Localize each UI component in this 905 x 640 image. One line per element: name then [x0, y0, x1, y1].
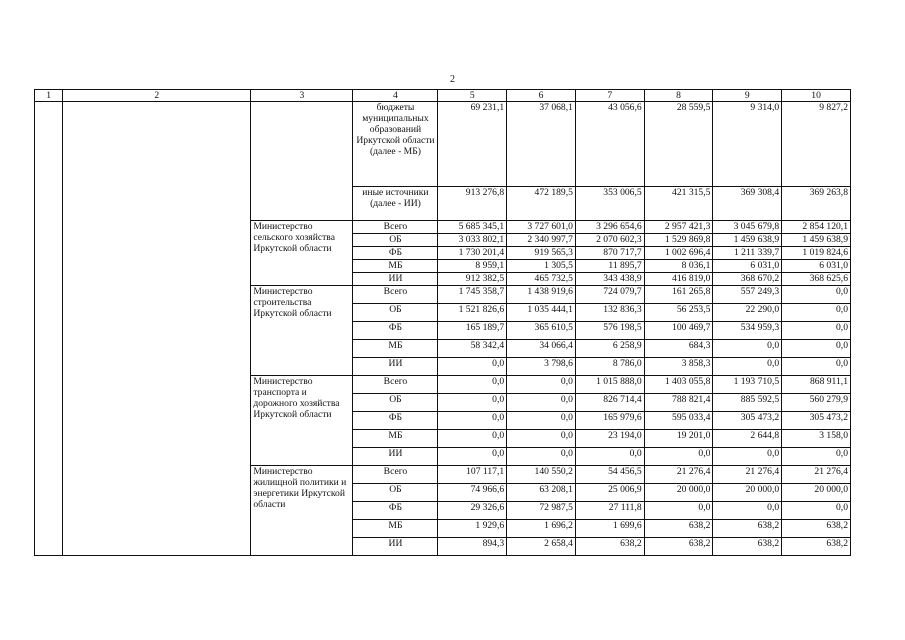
col1-cell [35, 102, 63, 556]
value-cell: 0,0 [782, 322, 851, 340]
value-cell: 0,0 [644, 502, 713, 520]
value-cell: 1 193 710,5 [713, 376, 782, 394]
col-num: 3 [251, 90, 353, 102]
value-cell: 43 056,6 [575, 102, 644, 187]
value-cell: 576 198,5 [575, 322, 644, 340]
value-cell: 28 559,5 [644, 102, 713, 187]
value-cell: 0,0 [438, 358, 507, 376]
source-label: ОБ [353, 484, 438, 502]
value-cell: 638,2 [782, 520, 851, 538]
value-cell: 3 296 654,6 [575, 221, 644, 234]
value-cell: 0,0 [507, 376, 576, 394]
value-cell: 3 858,3 [644, 358, 713, 376]
value-cell: 1 529 869,8 [644, 234, 713, 247]
value-cell: 29 326,6 [438, 502, 507, 520]
value-cell: 0,0 [713, 502, 782, 520]
col-num: 7 [575, 90, 644, 102]
value-cell: 100 469,7 [644, 322, 713, 340]
value-cell: 2 658,4 [507, 538, 576, 556]
value-cell: 353 006,5 [575, 187, 644, 221]
value-cell: 69 231,1 [438, 102, 507, 187]
value-cell: 6 031,0 [713, 260, 782, 273]
value-cell: 465 732,5 [507, 273, 576, 286]
organization-name: Министерство транспорта и дорожного хозяйства Иркутской области [251, 376, 353, 466]
value-cell: 0,0 [644, 448, 713, 466]
value-cell: 11 895,7 [575, 260, 644, 273]
value-cell: 3 033 802,1 [438, 234, 507, 247]
value-cell: 3 798,6 [507, 358, 576, 376]
value-cell: 1 929,6 [438, 520, 507, 538]
value-cell: 1 699,6 [575, 520, 644, 538]
value-cell: 0,0 [507, 394, 576, 412]
value-cell: 1 403 055,8 [644, 376, 713, 394]
value-cell: 868 911,1 [782, 376, 851, 394]
source-label: ИИ [353, 273, 438, 286]
value-cell: 638,2 [782, 538, 851, 556]
value-cell: 21 276,4 [713, 466, 782, 484]
value-cell: 3 727 601,0 [507, 221, 576, 234]
value-cell: 365 610,5 [507, 322, 576, 340]
value-cell: 305 473,2 [713, 412, 782, 430]
value-cell: 826 714,4 [575, 394, 644, 412]
value-cell: 0,0 [713, 448, 782, 466]
value-cell: 5 685 345,1 [438, 221, 507, 234]
value-cell: 6 031,0 [782, 260, 851, 273]
organization-name: Министерство строительства Иркутской области [251, 286, 353, 376]
value-cell: 0,0 [438, 412, 507, 430]
value-cell: 0,0 [782, 340, 851, 358]
value-cell: 0,0 [782, 502, 851, 520]
col-num: 1 [35, 90, 63, 102]
col-num: 9 [713, 90, 782, 102]
value-cell: 912 382,5 [438, 273, 507, 286]
value-cell: 3 045 679,8 [713, 221, 782, 234]
value-cell: 37 068,1 [507, 102, 576, 187]
value-cell: 638,2 [644, 520, 713, 538]
value-cell: 0,0 [507, 448, 576, 466]
source-label: ОБ [353, 394, 438, 412]
value-cell: 472 189,5 [507, 187, 576, 221]
value-cell: 1 015 888,0 [575, 376, 644, 394]
value-cell: 0,0 [507, 430, 576, 448]
value-cell: 0,0 [438, 394, 507, 412]
source-label: Всего [353, 376, 438, 394]
value-cell: 8 959,1 [438, 260, 507, 273]
value-cell: 161 265,8 [644, 286, 713, 304]
value-cell: 2 957 421,3 [644, 221, 713, 234]
value-cell: 870 717,7 [575, 247, 644, 260]
value-cell: 0,0 [713, 340, 782, 358]
value-cell: 416 819,0 [644, 273, 713, 286]
value-cell: 20 000,0 [713, 484, 782, 502]
value-cell: 2 340 997,7 [507, 234, 576, 247]
organization-name: Министерство жилищной политики и энергетики Иркутской области [251, 466, 353, 556]
value-cell: 107 117,1 [438, 466, 507, 484]
value-cell: 20 000,0 [644, 484, 713, 502]
value-cell: 6 258,9 [575, 340, 644, 358]
col-num: 8 [644, 90, 713, 102]
source-label: ИИ [353, 358, 438, 376]
value-cell: 2 644,8 [713, 430, 782, 448]
source-label: ИИ [353, 448, 438, 466]
value-cell: 1 035 444,1 [507, 304, 576, 322]
value-cell: 25 006,9 [575, 484, 644, 502]
value-cell: 21 276,4 [782, 466, 851, 484]
col-num: 2 [63, 90, 251, 102]
value-cell: 1 459 638,9 [782, 234, 851, 247]
value-cell: 2 070 602,3 [575, 234, 644, 247]
value-cell: 165 189,7 [438, 322, 507, 340]
page-number: 2 [450, 74, 455, 85]
source-label: ФБ [353, 502, 438, 520]
value-cell: 0,0 [782, 286, 851, 304]
value-cell: 638,2 [644, 538, 713, 556]
source-label: иные источники (далее - ИИ) [353, 187, 438, 221]
value-cell: 534 959,3 [713, 322, 782, 340]
value-cell: 140 550,2 [507, 466, 576, 484]
value-cell: 560 279,9 [782, 394, 851, 412]
value-cell: 27 111,8 [575, 502, 644, 520]
organization-name: Министерство сельского хозяйства Иркутской области [251, 221, 353, 286]
value-cell: 1 438 919,6 [507, 286, 576, 304]
value-cell: 421 315,5 [644, 187, 713, 221]
source-label: ФБ [353, 322, 438, 340]
value-cell: 885 592,5 [713, 394, 782, 412]
value-cell: 0,0 [438, 448, 507, 466]
value-cell: 1 745 358,7 [438, 286, 507, 304]
value-cell: 1 521 826,6 [438, 304, 507, 322]
value-cell: 1 730 201,4 [438, 247, 507, 260]
value-cell: 305 473,2 [782, 412, 851, 430]
value-cell: 894,3 [438, 538, 507, 556]
value-cell: 20 000,0 [782, 484, 851, 502]
value-cell: 1 019 824,6 [782, 247, 851, 260]
value-cell: 638,2 [713, 520, 782, 538]
source-label: ФБ [353, 412, 438, 430]
source-label: МБ [353, 260, 438, 273]
value-cell: 1 211 339,7 [713, 247, 782, 260]
value-cell: 56 253,5 [644, 304, 713, 322]
value-cell: 919 565,3 [507, 247, 576, 260]
value-cell: 369 263,8 [782, 187, 851, 221]
value-cell: 8 036,1 [644, 260, 713, 273]
value-cell: 0,0 [575, 448, 644, 466]
value-cell: 0,0 [438, 376, 507, 394]
source-label: Всего [353, 221, 438, 234]
value-cell: 165 979,6 [575, 412, 644, 430]
value-cell: 3 158,0 [782, 430, 851, 448]
value-cell: 0,0 [713, 358, 782, 376]
col-num: 6 [507, 90, 576, 102]
value-cell: 0,0 [782, 358, 851, 376]
value-cell: 23 194,0 [575, 430, 644, 448]
source-label: ОБ [353, 234, 438, 247]
col-num: 10 [782, 90, 851, 102]
value-cell: 369 308,4 [713, 187, 782, 221]
value-cell: 9 827,2 [782, 102, 851, 187]
col2-cell [63, 102, 251, 556]
value-cell: 0,0 [438, 430, 507, 448]
value-cell: 368 625,6 [782, 273, 851, 286]
value-cell: 8 786,0 [575, 358, 644, 376]
value-cell: 63 208,1 [507, 484, 576, 502]
value-cell: 1 459 638,9 [713, 234, 782, 247]
value-cell: 1 002 696,4 [644, 247, 713, 260]
value-cell: 638,2 [713, 538, 782, 556]
value-cell: 58 342,4 [438, 340, 507, 358]
value-cell: 19 201,0 [644, 430, 713, 448]
value-cell: 0,0 [782, 448, 851, 466]
table-row [35, 102, 851, 187]
col-num: 4 [353, 90, 438, 102]
budget-table [34, 89, 851, 556]
value-cell: 343 438,9 [575, 273, 644, 286]
value-cell: 22 290,0 [713, 304, 782, 322]
value-cell: 638,2 [575, 538, 644, 556]
value-cell: 368 670,2 [713, 273, 782, 286]
value-cell: 54 456,5 [575, 466, 644, 484]
value-cell: 1 305,5 [507, 260, 576, 273]
column-number-row [35, 90, 851, 102]
source-label: бюджеты муниципальных образований Иркутской области (далее - МБ) [353, 102, 438, 187]
source-label: МБ [353, 340, 438, 358]
source-label: МБ [353, 430, 438, 448]
value-cell: 788 821,4 [644, 394, 713, 412]
value-cell: 0,0 [507, 412, 576, 430]
source-label: МБ [353, 520, 438, 538]
col3-cell [251, 102, 353, 221]
value-cell: 913 276,8 [438, 187, 507, 221]
source-label: ФБ [353, 247, 438, 260]
value-cell: 34 066,4 [507, 340, 576, 358]
value-cell: 724 079,7 [575, 286, 644, 304]
source-label: Всего [353, 286, 438, 304]
value-cell: 9 314,0 [713, 102, 782, 187]
source-label: ОБ [353, 304, 438, 322]
source-label: ИИ [353, 538, 438, 556]
value-cell: 21 276,4 [644, 466, 713, 484]
value-cell: 132 836,3 [575, 304, 644, 322]
value-cell: 684,3 [644, 340, 713, 358]
col-num: 5 [438, 90, 507, 102]
value-cell: 72 987,5 [507, 502, 576, 520]
source-label: Всего [353, 466, 438, 484]
value-cell: 557 249,3 [713, 286, 782, 304]
value-cell: 1 696,2 [507, 520, 576, 538]
value-cell: 595 033,4 [644, 412, 713, 430]
value-cell: 74 966,6 [438, 484, 507, 502]
value-cell: 2 854 120,1 [782, 221, 851, 234]
value-cell: 0,0 [782, 304, 851, 322]
